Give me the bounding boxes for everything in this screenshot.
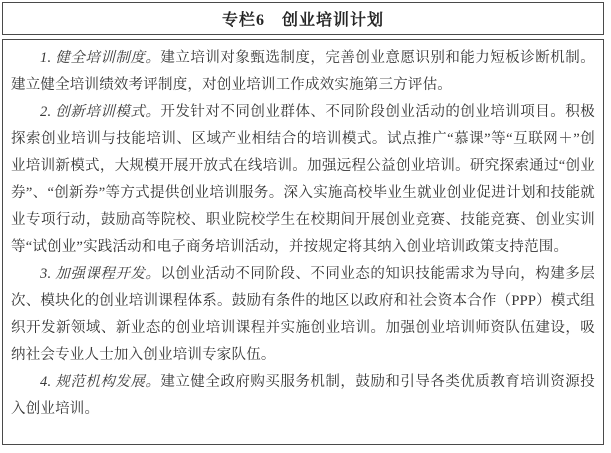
paragraph-course-development <box>11 261 595 369</box>
paragraph-1-text: 建立培训对象甄选制度，完善创业意愿识别和能力短板诊断机制。建立健全培训绩效考评制度，对创业培训工作成效实施第三方评估。 <box>11 50 595 93</box>
paragraph-4-lead: 4. 规范机构发展。 <box>40 374 161 390</box>
paragraph-2-lead: 2. 创新培训模式。 <box>40 104 161 120</box>
paragraph-4-text: 建立健全政府购买服务机制，鼓励和引导各类优质教育培训资源投入创业培训。 <box>11 374 595 417</box>
paragraph-3-text: 以创业活动不同阶段、不同业态的知识技能需求为导向，构建多层次、模块化的创业培训课程体系。鼓励有条件的地区以政府和社会资本合作（PPP）模式组织开发新领域、新业态的创业培训课程并实施创业培训。加强创业培训师资队伍建设，吸纳社会专业人士加入创业培训专家队伍。 <box>11 266 595 363</box>
paragraph-3-lead: 3. 加强课程开发。 <box>40 266 161 282</box>
paragraph-2-text: 开发针对不同创业群体、不同阶段创业活动的创业培训项目。积极探索创业培训与技能培训、区域产业相结合的培训模式。试点推广“慕课”等“互联网＋”创业培训新模式，大规模开展开放式在线培训。加强远程公益创业培训。研究探索通过“创业券”、“创新券”等方式提供创业培训服务。深入实施高校毕业生就业创业促进计划和技能就业专项行动，鼓励高等院校、职业院校学生在校期间开展创业竞赛、技能竞赛、创业实训等“试创业”实践活动和电子商务培训活动，并按规定将其纳入创业培训政策支持范围。 <box>11 104 595 255</box>
column-title: 专栏6 创业培训计划 <box>221 12 384 29</box>
column-body-box <box>2 39 604 445</box>
column-title-box <box>2 2 604 35</box>
paragraph-institution-development <box>11 369 595 423</box>
paragraph-training-model <box>11 99 595 261</box>
paragraph-1-lead: 1. 健全培训制度。 <box>40 50 161 66</box>
paragraph-training-system <box>11 45 595 99</box>
